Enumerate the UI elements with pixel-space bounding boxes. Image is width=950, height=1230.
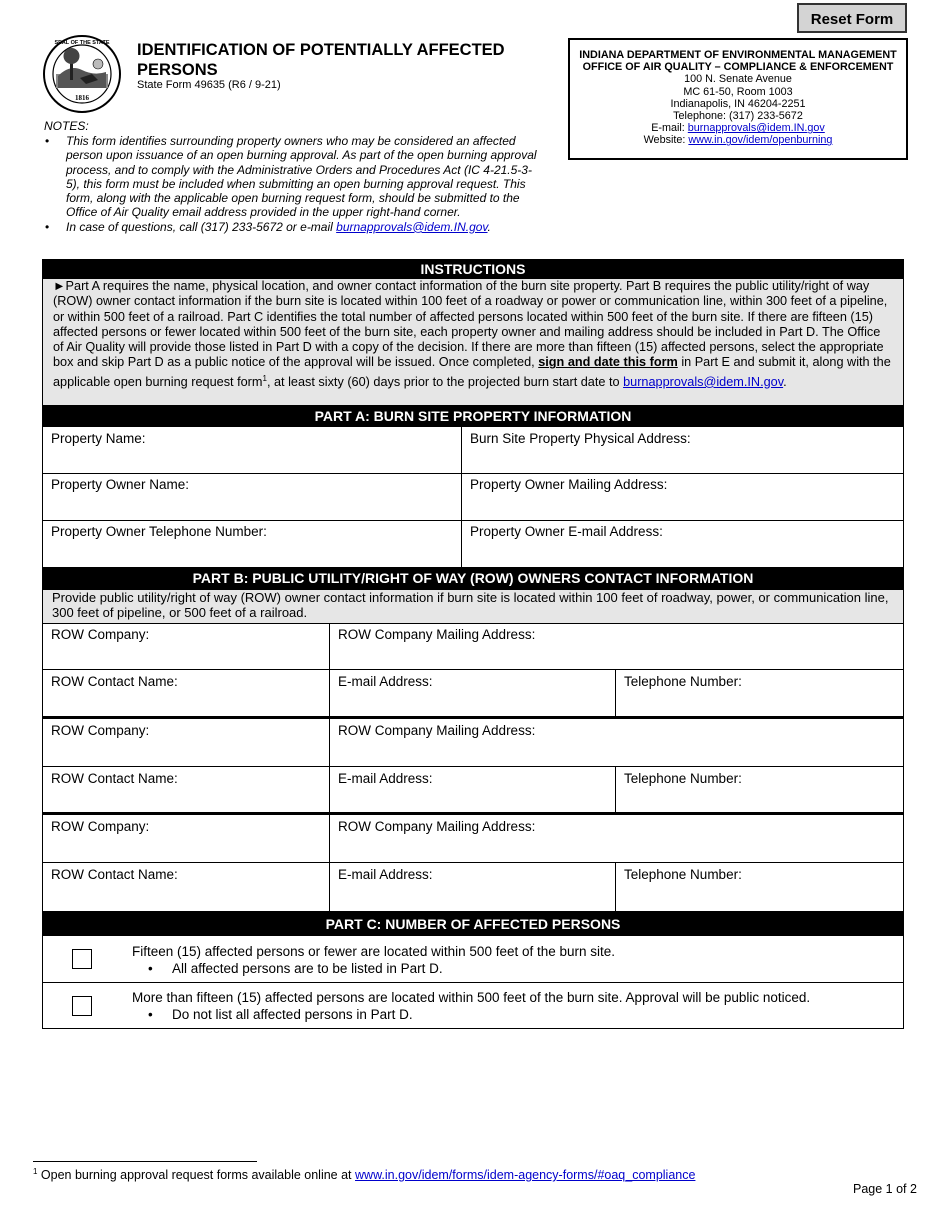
row-company-label: ROW Company: (51, 627, 150, 642)
physical-address-field[interactable] (461, 427, 904, 473)
forms-link[interactable]: www.in.gov/idem/forms/idem-agency-forms/#oaq_compliance (355, 1168, 696, 1183)
row-telephone-field[interactable] (615, 767, 904, 812)
row-contact-label: ROW Contact Name: (51, 771, 178, 786)
fifteen-or-fewer-checkbox[interactable] (72, 949, 92, 969)
agency-name: INDIANA DEPARTMENT OF ENVIRONMENTAL MANAGEMENT (579, 49, 897, 61)
row-email-label: E-mail Address: (338, 771, 433, 786)
agency-email-link[interactable]: burnapprovals@idem.IN.gov (687, 122, 825, 135)
owner-name-label: Property Owner Name: (51, 477, 190, 492)
owner-phone-field[interactable] (42, 520, 461, 567)
row-telephone-field[interactable] (615, 863, 904, 911)
row-mailing-field[interactable] (329, 815, 904, 862)
svg-text:SEAL OF THE STATE: SEAL OF THE STATE (54, 40, 110, 46)
instructions-body-2: in Part E and submit it, along with the applicable open burning request form (53, 355, 891, 390)
owner-name-field[interactable] (42, 473, 461, 520)
instructions-body-3: , at least sixty (60) days prior to the projected burn start date to (266, 375, 624, 390)
option-bullet: • Do not list all affected persons in Part D. (132, 1006, 897, 1023)
part-a-heading: PART A: BURN SITE PROPERTY INFORMATION (42, 405, 904, 427)
row-contact-label: ROW Contact Name: (51, 674, 178, 689)
form-title: IDENTIFICATION OF POTENTIALLY AFFECTED PERSONS (137, 41, 505, 79)
instructions-text (42, 279, 904, 405)
instructions-emphasis: sign and date this form (538, 355, 678, 370)
instructions-heading: INSTRUCTIONS (42, 259, 904, 279)
part-b-heading: PART B: PUBLIC UTILITY/RIGHT OF WAY (ROW) OWNERS CONTACT INFORMATION (42, 567, 904, 590)
footnote-divider (33, 1161, 257, 1162)
row-mailing-label: ROW Company Mailing Address: (338, 819, 536, 834)
agency-telephone: Telephone: (317) 233-5672 (673, 110, 803, 123)
note-email-link[interactable]: burnapprovals@idem.IN.gov (336, 219, 488, 234)
owner-phone-label: Property Owner Telephone Number: (51, 524, 267, 539)
row-telephone-label: Telephone Number: (624, 674, 742, 689)
row-mailing-label: ROW Company Mailing Address: (338, 627, 536, 642)
row-email-label: E-mail Address: (338, 867, 433, 882)
instructions-email-link[interactable]: burnapprovals@idem.IN.gov (623, 375, 784, 390)
agency-website-link[interactable]: www.in.gov/idem/openburning (688, 134, 833, 147)
option-more-than-fifteen (132, 989, 897, 1023)
footnote (33, 1167, 695, 1182)
option-text: Fifteen (15) affected persons or fewer are located within 500 feet of the burn site. (132, 944, 616, 959)
indiana-state-seal (42, 34, 122, 114)
note-text: In case of questions, call (317) 233-5672 or e-mail (66, 219, 337, 234)
physical-address-label: Burn Site Property Physical Address: (470, 431, 691, 446)
form-number: State Form 49635 (R6 / 9-21) (137, 79, 281, 91)
website-label: Website: (643, 134, 689, 147)
note-text: This form identifies surrounding property owners who may be considered an affected person upon issuance of an open burning approval. As part of the open burning approval process, and to comply with the Administrative Orders and Procedures Act (IC 4-21.5-3-5), this form must be included when submitting an open burning approval request. This form, along with the applicable open burning request form, should be submitted to the Office of Air Quality email address provided in the upper right-hand corner. (66, 134, 537, 220)
property-name-label: Property Name: (51, 431, 146, 446)
row-contact-label: ROW Contact Name: (51, 867, 178, 882)
more-than-fifteen-checkbox[interactable] (72, 996, 92, 1016)
page-number: Page 1 of 2 (853, 1182, 917, 1196)
row-contact-field[interactable] (42, 670, 329, 716)
notes-list (44, 134, 539, 234)
address-line: 100 N. Senate Avenue (684, 73, 792, 86)
row-company-field[interactable] (42, 815, 329, 862)
row-email-field[interactable] (329, 863, 615, 911)
row-company-field[interactable] (42, 623, 329, 669)
row-company-field[interactable] (42, 719, 329, 766)
part-c-heading: PART C: NUMBER OF AFFECTED PERSONS (42, 911, 904, 936)
row-company-label: ROW Company: (51, 723, 150, 738)
row-email-field[interactable] (329, 767, 615, 812)
row-mailing-field[interactable] (329, 719, 904, 766)
footnote-ref: 1 (262, 373, 267, 383)
note-item (44, 220, 539, 234)
option-text: More than fifteen (15) affected persons are located within 500 feet of the burn site. Approval will be public noticed. (132, 990, 811, 1005)
row-mailing-label: ROW Company Mailing Address: (338, 723, 536, 738)
row-company-label: ROW Company: (51, 819, 150, 834)
row-telephone-label: Telephone Number: (624, 771, 742, 786)
address-line: Indianapolis, IN 46204-2251 (670, 97, 806, 110)
owner-mailing-field[interactable] (461, 473, 904, 520)
row-telephone-field[interactable] (615, 670, 904, 716)
instructions-body: ►Part A requires the name, physical location, and owner contact information of the burn site property. Part B requires the public utility/right of way (ROW) owner contact information if the burn site is located within 100 feet of a roadway or power or communication line, within 300 feet of a pipeline, or within 500 feet of a railroad. Part C identifies the total number of affected persons located within 500 feet of the burn site. If there are fifteen (15) affected persons or fewer located within 500 feet of the burn site, each property owner and mailing address should be included in Part D. The Office of Air Quality will provide those listed in Part D with a copy of the decision. If there are more than fifteen (15) affected persons, select the appropriate box and skip Part D as a public notice of the approval will be issued. Once completed, (53, 279, 888, 370)
row-mailing-field[interactable] (329, 623, 904, 669)
property-name-field[interactable] (42, 427, 461, 473)
agency-email-row (570, 122, 906, 134)
agency-website-row (570, 134, 906, 146)
notes-heading: NOTES: (44, 119, 89, 133)
note-item (44, 134, 539, 220)
footnote-text: Open burning approval request forms available online at (37, 1168, 356, 1183)
owner-email-field[interactable] (461, 520, 904, 567)
owner-mailing-label: Property Owner Mailing Address: (470, 477, 668, 492)
owner-email-label: Property Owner E-mail Address: (470, 524, 663, 539)
footnote-number: 1 (33, 1167, 38, 1176)
row-contact-field[interactable] (42, 767, 329, 812)
row-email-label: E-mail Address: (338, 674, 433, 689)
row-contact-field[interactable] (42, 863, 329, 911)
reset-form-button[interactable]: Reset Form (797, 3, 907, 33)
option-fifteen-or-fewer (132, 943, 892, 977)
note-text-end: . (487, 219, 491, 234)
address-line: MC 61-50, Room 1003 (683, 85, 793, 98)
row-telephone-label: Telephone Number: (624, 867, 742, 882)
agency-contact-box (568, 38, 908, 160)
svg-text:1816: 1816 (75, 94, 89, 102)
part-b-info: Provide public utility/right of way (ROW) owner contact information if burn site is located within 100 feet of roadway, power, or communication line, 300 feet of pipeline, or 500 feet of a railroad. (42, 590, 904, 623)
instructions-end: . (783, 375, 787, 390)
row-email-field[interactable] (329, 670, 615, 716)
email-label: E-mail: (651, 122, 688, 135)
option-bullet: • All affected persons are to be listed in Part D. (132, 960, 892, 977)
office-name: OFFICE OF AIR QUALITY – COMPLIANCE & ENFORCEMENT (582, 61, 894, 74)
